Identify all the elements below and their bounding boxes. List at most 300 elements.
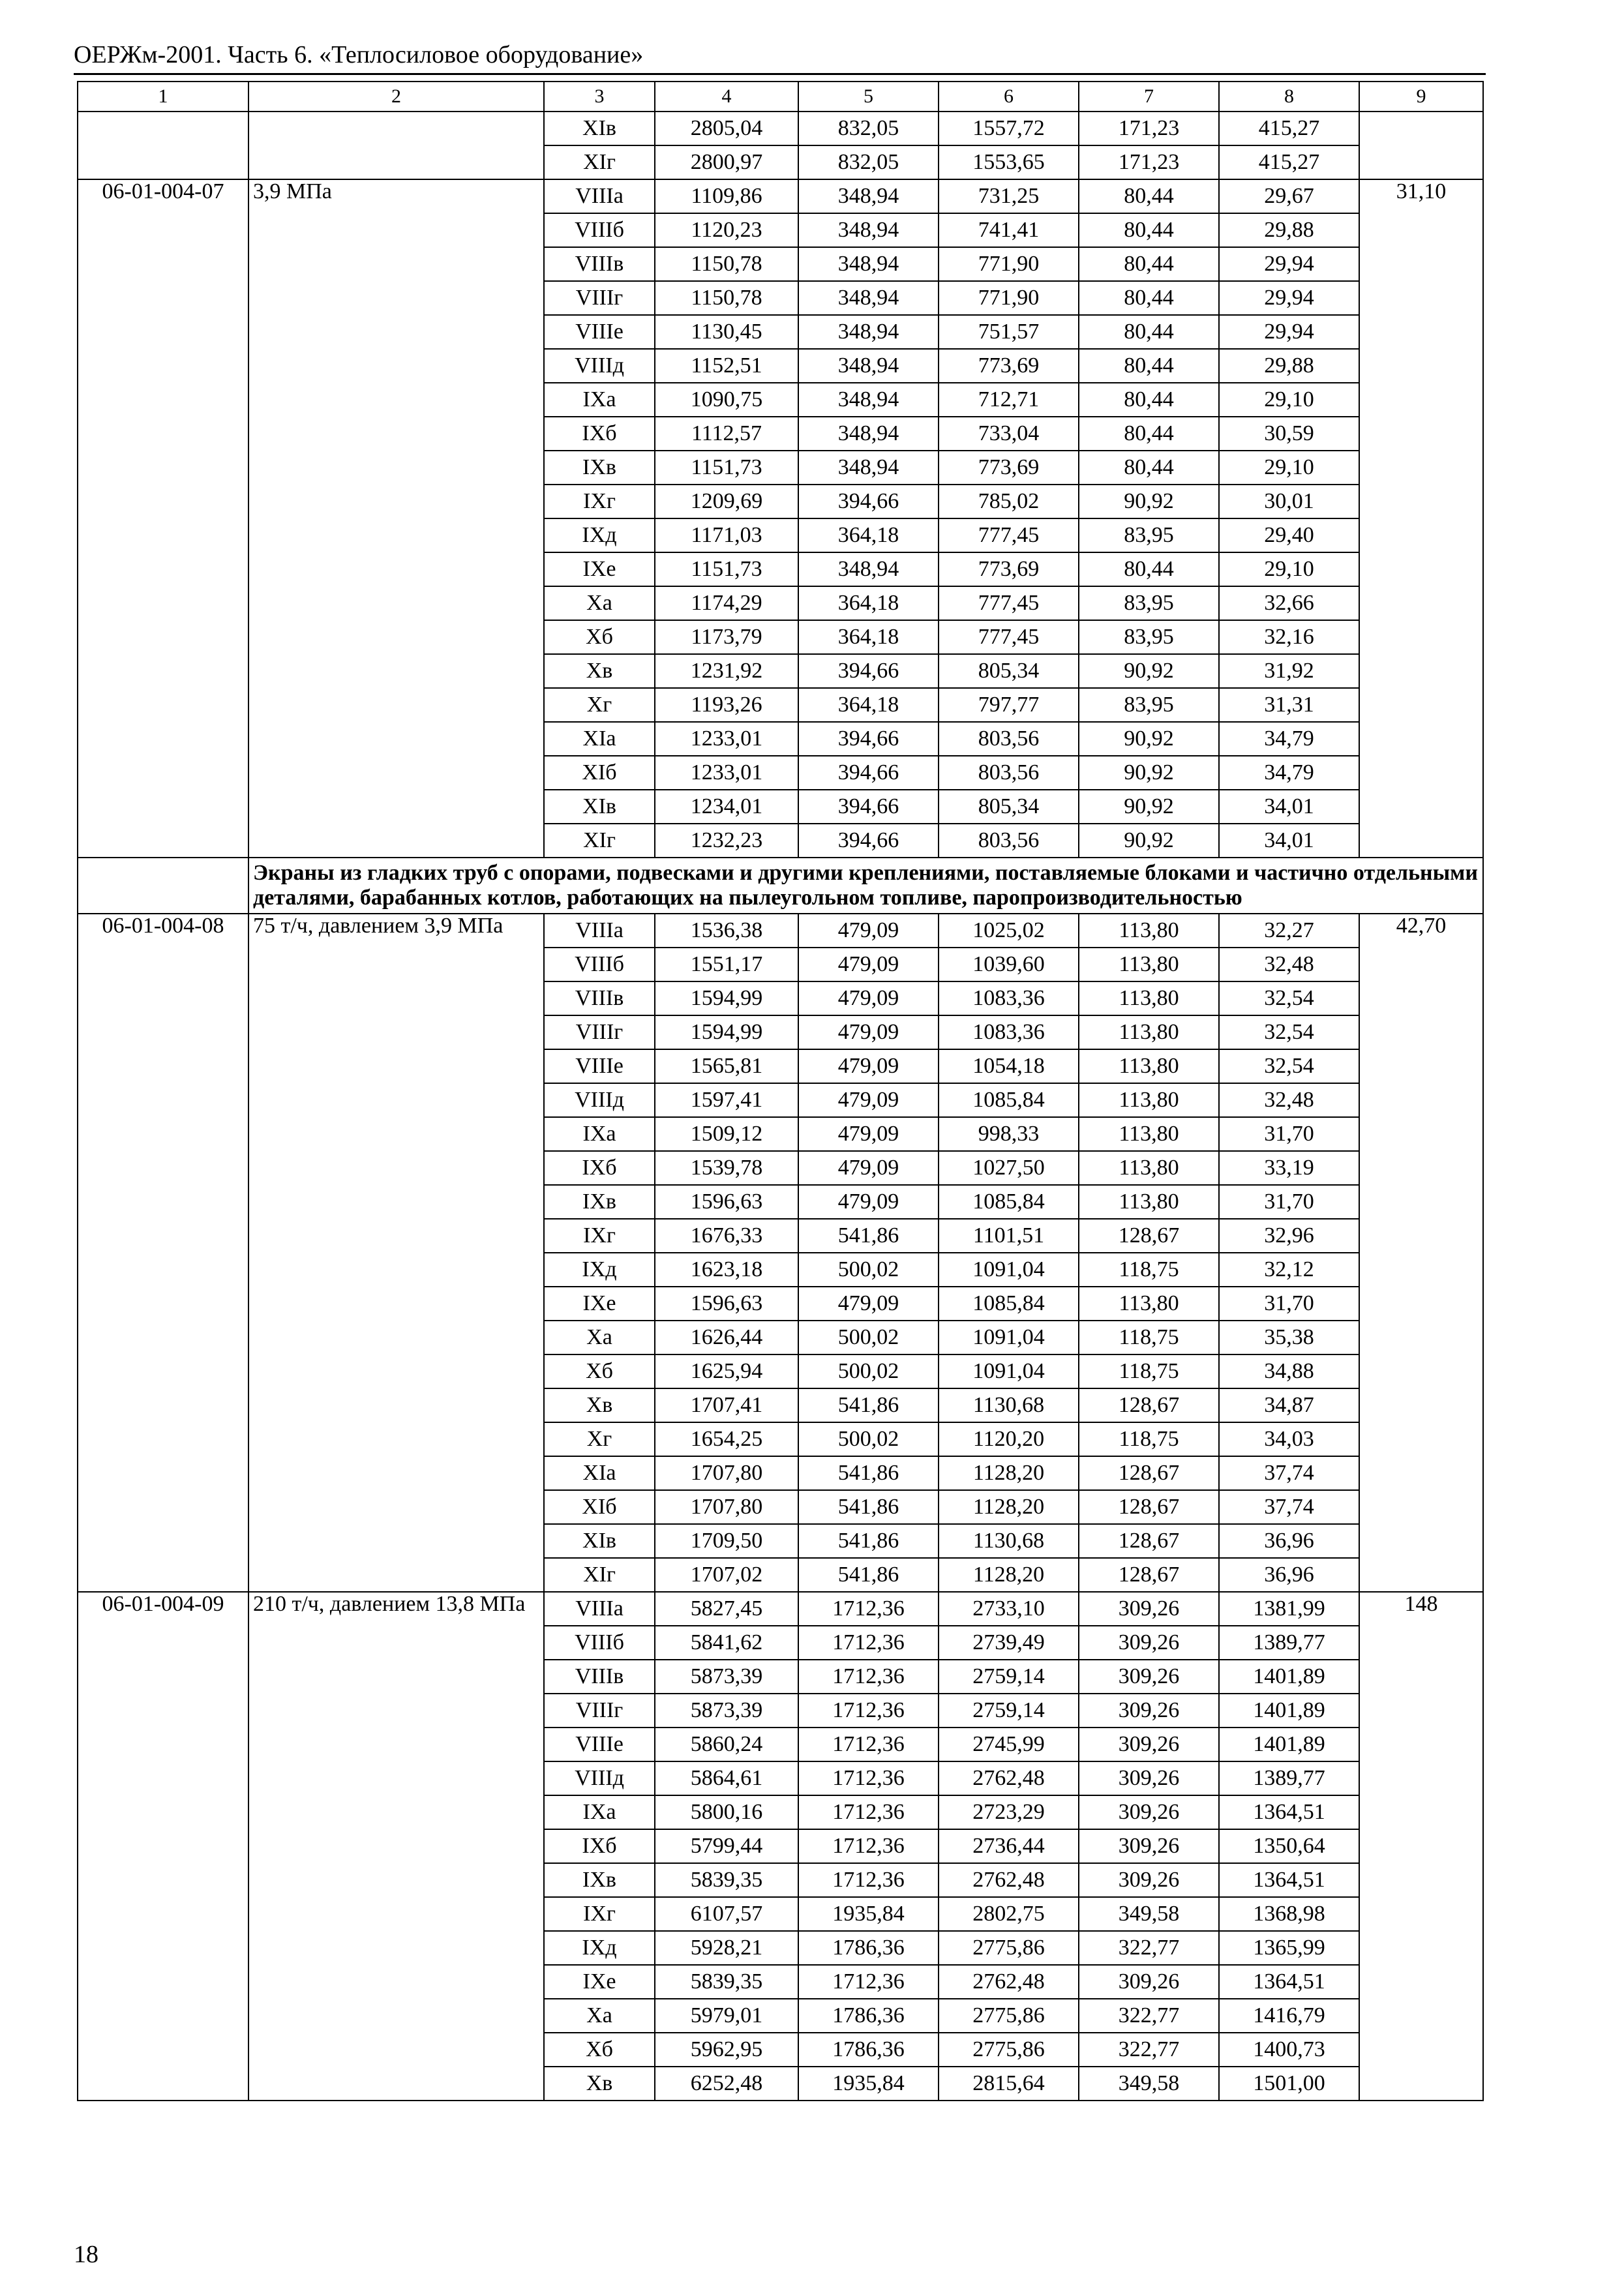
value-cell: 113,80	[1079, 1015, 1219, 1049]
value-cell: 34,01	[1219, 790, 1359, 824]
value-cell: 415,27	[1219, 112, 1359, 145]
zone-cell: VIIIв	[544, 981, 655, 1015]
zone-cell: VIIIд	[544, 1083, 655, 1117]
value-cell: 29,94	[1219, 315, 1359, 349]
value-cell: 32,48	[1219, 1083, 1359, 1117]
value-cell: 348,94	[798, 349, 939, 383]
value-cell: 80,44	[1079, 383, 1219, 417]
value-cell: 1151,73	[655, 451, 798, 485]
value-cell: 2815,64	[939, 2067, 1079, 2101]
value-cell: 832,05	[798, 112, 939, 145]
value-cell: 1707,80	[655, 1490, 798, 1524]
value-cell: 5839,35	[655, 1863, 798, 1897]
zone-cell: VIIIд	[544, 349, 655, 383]
value-cell: 90,92	[1079, 485, 1219, 518]
value-cell: 394,66	[798, 790, 939, 824]
zone-cell: VIIIб	[544, 948, 655, 981]
value-cell: 1623,18	[655, 1253, 798, 1287]
value-cell: 1151,73	[655, 552, 798, 586]
zone-cell: IXб	[544, 1829, 655, 1863]
value-cell: 773,69	[939, 552, 1079, 586]
value-cell: 712,71	[939, 383, 1079, 417]
value-cell: 1935,84	[798, 2067, 939, 2101]
value-cell: 5864,61	[655, 1761, 798, 1795]
zone-cell: XIг	[544, 824, 655, 858]
value-cell: 118,75	[1079, 1321, 1219, 1354]
value-cell: 731,25	[939, 179, 1079, 213]
value-cell: 1091,04	[939, 1253, 1079, 1287]
value-cell: 5799,44	[655, 1829, 798, 1863]
value-cell: 541,86	[798, 1456, 939, 1490]
value-cell: 1594,99	[655, 981, 798, 1015]
value-cell: 5841,62	[655, 1626, 798, 1660]
value-cell: 1712,36	[798, 1592, 939, 1626]
value-cell: 1150,78	[655, 247, 798, 281]
value-cell: 2736,44	[939, 1829, 1079, 1863]
zone-cell: XIб	[544, 756, 655, 790]
value-cell: 83,95	[1079, 688, 1219, 722]
value-cell: 348,94	[798, 552, 939, 586]
value-cell: 31,31	[1219, 688, 1359, 722]
zone-cell: XIг	[544, 1558, 655, 1592]
value-cell: 777,45	[939, 620, 1079, 654]
value-cell: 2800,97	[655, 145, 798, 179]
value-cell: 90,92	[1079, 790, 1219, 824]
value-cell: 1025,02	[939, 914, 1079, 948]
value-cell: 1112,57	[655, 417, 798, 451]
norm-description: 3,9 МПа	[248, 179, 544, 858]
value-cell: 803,56	[939, 756, 1079, 790]
zone-cell: VIIIе	[544, 315, 655, 349]
value-cell: 771,90	[939, 247, 1079, 281]
value-cell: 1707,02	[655, 1558, 798, 1592]
value-cell: 394,66	[798, 722, 939, 756]
zone-cell: VIIIе	[544, 1728, 655, 1761]
value-cell: 29,67	[1219, 179, 1359, 213]
value-cell: 309,26	[1079, 1829, 1219, 1863]
value-cell: 1085,84	[939, 1185, 1079, 1219]
value-cell: 479,09	[798, 1083, 939, 1117]
norm-description: 75 т/ч, давлением 3,9 МПа	[248, 914, 544, 1592]
norm-code: 06-01-004-07	[78, 179, 248, 858]
value-cell: 2762,48	[939, 1863, 1079, 1897]
value-cell: 1233,01	[655, 756, 798, 790]
value-cell: 1553,65	[939, 145, 1079, 179]
value-cell: 5827,45	[655, 1592, 798, 1626]
value-cell: 31,92	[1219, 654, 1359, 688]
norm-code	[78, 112, 248, 179]
value-cell: 34,87	[1219, 1388, 1359, 1422]
value-cell: 741,41	[939, 213, 1079, 247]
value-cell: 90,92	[1079, 654, 1219, 688]
value-cell: 1171,03	[655, 518, 798, 552]
column-number: 6	[939, 82, 1079, 112]
value-cell: 80,44	[1079, 417, 1219, 451]
column-number: 1	[78, 82, 248, 112]
value-cell: 733,04	[939, 417, 1079, 451]
zone-cell: VIIIе	[544, 1049, 655, 1083]
value-cell: 1712,36	[798, 1965, 939, 1999]
value-cell: 309,26	[1079, 1863, 1219, 1897]
value-cell: 5873,39	[655, 1660, 798, 1694]
zone-cell: VIIIв	[544, 247, 655, 281]
labor-cost: 148	[1359, 1592, 1483, 2101]
value-cell: 415,27	[1219, 145, 1359, 179]
value-cell: 1400,73	[1219, 2033, 1359, 2067]
value-cell: 35,38	[1219, 1321, 1359, 1354]
column-number: 8	[1219, 82, 1359, 112]
value-cell: 479,09	[798, 1117, 939, 1151]
value-cell: 1091,04	[939, 1354, 1079, 1388]
value-cell: 113,80	[1079, 948, 1219, 981]
value-cell: 2805,04	[655, 112, 798, 145]
value-cell: 83,95	[1079, 620, 1219, 654]
value-cell: 541,86	[798, 1524, 939, 1558]
zone-cell: VIIIб	[544, 1626, 655, 1660]
value-cell: 1350,64	[1219, 1829, 1359, 1863]
table-row	[78, 914, 1483, 948]
value-cell: 32,12	[1219, 1253, 1359, 1287]
value-cell: 348,94	[798, 451, 939, 485]
column-number: 5	[798, 82, 939, 112]
value-cell: 1364,51	[1219, 1795, 1359, 1829]
value-cell: 1416,79	[1219, 1999, 1359, 2033]
value-cell: 771,90	[939, 281, 1079, 315]
value-cell: 348,94	[798, 315, 939, 349]
zone-cell: IXе	[544, 1965, 655, 1999]
value-cell: 1130,45	[655, 315, 798, 349]
value-cell: 171,23	[1079, 145, 1219, 179]
labor-cost: 31,10	[1359, 179, 1483, 858]
value-cell: 32,54	[1219, 1049, 1359, 1083]
value-cell: 1173,79	[655, 620, 798, 654]
value-cell: 31,70	[1219, 1117, 1359, 1151]
value-cell: 479,09	[798, 981, 939, 1015]
value-cell: 1401,89	[1219, 1660, 1359, 1694]
value-cell: 128,67	[1079, 1456, 1219, 1490]
value-cell: 364,18	[798, 688, 939, 722]
value-cell: 1536,38	[655, 914, 798, 948]
value-cell: 1596,63	[655, 1185, 798, 1219]
value-cell: 118,75	[1079, 1422, 1219, 1456]
value-cell: 1130,68	[939, 1388, 1079, 1422]
value-cell: 500,02	[798, 1253, 939, 1287]
value-cell: 803,56	[939, 722, 1079, 756]
value-cell: 34,01	[1219, 824, 1359, 858]
zone-cell: VIIIа	[544, 179, 655, 213]
zone-cell: XIв	[544, 112, 655, 145]
value-cell: 29,88	[1219, 213, 1359, 247]
value-cell: 1786,36	[798, 1999, 939, 2033]
value-cell: 479,09	[798, 1185, 939, 1219]
value-cell: 80,44	[1079, 247, 1219, 281]
value-cell: 36,96	[1219, 1524, 1359, 1558]
value-cell: 1368,98	[1219, 1897, 1359, 1931]
value-cell: 348,94	[798, 247, 939, 281]
zone-cell: Xб	[544, 2033, 655, 2067]
value-cell: 29,40	[1219, 518, 1359, 552]
value-cell: 1365,99	[1219, 1931, 1359, 1965]
value-cell: 128,67	[1079, 1558, 1219, 1592]
value-cell: 1935,84	[798, 1897, 939, 1931]
zone-cell: VIIIд	[544, 1761, 655, 1795]
value-cell: 1027,50	[939, 1151, 1079, 1185]
page-number: 18	[74, 2241, 98, 2268]
value-cell: 541,86	[798, 1490, 939, 1524]
zone-cell: IXд	[544, 518, 655, 552]
value-cell: 113,80	[1079, 1049, 1219, 1083]
value-cell: 805,34	[939, 654, 1079, 688]
zone-cell: VIIIб	[544, 213, 655, 247]
value-cell: 1085,84	[939, 1287, 1079, 1321]
value-cell: 1364,51	[1219, 1965, 1359, 1999]
value-cell: 322,77	[1079, 1931, 1219, 1965]
value-cell: 348,94	[798, 179, 939, 213]
value-cell: 6252,48	[655, 2067, 798, 2101]
value-cell: 1381,99	[1219, 1592, 1359, 1626]
zone-cell: IXб	[544, 1151, 655, 1185]
value-cell: 1712,36	[798, 1863, 939, 1897]
zone-cell: Xв	[544, 2067, 655, 2101]
column-number: 4	[655, 82, 798, 112]
value-cell: 479,09	[798, 1049, 939, 1083]
value-cell: 36,96	[1219, 1558, 1359, 1592]
zone-cell: IXд	[544, 1931, 655, 1965]
value-cell: 37,74	[1219, 1456, 1359, 1490]
value-cell: 1509,12	[655, 1117, 798, 1151]
price-table-body	[78, 82, 1483, 2101]
zone-cell: IXе	[544, 1287, 655, 1321]
value-cell: 1231,92	[655, 654, 798, 688]
value-cell: 80,44	[1079, 552, 1219, 586]
value-cell: 29,94	[1219, 281, 1359, 315]
value-cell: 1054,18	[939, 1049, 1079, 1083]
value-cell: 1594,99	[655, 1015, 798, 1049]
value-cell: 785,02	[939, 485, 1079, 518]
value-cell: 773,69	[939, 451, 1079, 485]
value-cell: 364,18	[798, 620, 939, 654]
value-cell: 348,94	[798, 213, 939, 247]
zone-cell: Xг	[544, 1422, 655, 1456]
value-cell: 2775,86	[939, 1931, 1079, 1965]
zone-cell: VIIIг	[544, 1015, 655, 1049]
value-cell: 349,58	[1079, 1897, 1219, 1931]
zone-cell: XIб	[544, 1490, 655, 1524]
zone-cell: VIIIа	[544, 1592, 655, 1626]
value-cell: 113,80	[1079, 1151, 1219, 1185]
column-number: 3	[544, 82, 655, 112]
value-cell: 29,88	[1219, 349, 1359, 383]
value-cell: 32,96	[1219, 1219, 1359, 1253]
zone-cell: IXг	[544, 1897, 655, 1931]
value-cell: 541,86	[798, 1388, 939, 1422]
value-cell: 171,23	[1079, 112, 1219, 145]
zone-cell: VIIIг	[544, 281, 655, 315]
value-cell: 30,01	[1219, 485, 1359, 518]
value-cell: 5860,24	[655, 1728, 798, 1761]
value-cell: 5800,16	[655, 1795, 798, 1829]
value-cell: 5962,95	[655, 2033, 798, 2067]
value-cell: 113,80	[1079, 1117, 1219, 1151]
zone-cell: IXб	[544, 417, 655, 451]
value-cell: 1120,20	[939, 1422, 1079, 1456]
value-cell: 31,70	[1219, 1287, 1359, 1321]
value-cell: 80,44	[1079, 179, 1219, 213]
value-cell: 394,66	[798, 654, 939, 688]
value-cell: 541,86	[798, 1219, 939, 1253]
value-cell: 29,10	[1219, 451, 1359, 485]
zone-cell: IXв	[544, 451, 655, 485]
value-cell: 1128,20	[939, 1490, 1079, 1524]
zone-cell: Xа	[544, 1999, 655, 2033]
value-cell: 309,26	[1079, 1795, 1219, 1829]
value-cell: 1193,26	[655, 688, 798, 722]
value-cell: 2762,48	[939, 1965, 1079, 1999]
value-cell: 309,26	[1079, 1592, 1219, 1626]
value-cell: 29,10	[1219, 552, 1359, 586]
value-cell: 80,44	[1079, 451, 1219, 485]
table-row	[78, 112, 1483, 145]
value-cell: 34,79	[1219, 722, 1359, 756]
value-cell: 90,92	[1079, 824, 1219, 858]
norm-code: 06-01-004-09	[78, 1592, 248, 2101]
value-cell: 80,44	[1079, 213, 1219, 247]
norm-code: 06-01-004-08	[78, 914, 248, 1592]
value-cell: 309,26	[1079, 1660, 1219, 1694]
value-cell: 30,59	[1219, 417, 1359, 451]
value-cell: 394,66	[798, 485, 939, 518]
value-cell: 364,18	[798, 586, 939, 620]
value-cell: 1707,41	[655, 1388, 798, 1422]
value-cell: 1120,23	[655, 213, 798, 247]
value-cell: 1101,51	[939, 1219, 1079, 1253]
value-cell: 32,54	[1219, 1015, 1359, 1049]
value-cell: 394,66	[798, 756, 939, 790]
value-cell: 1597,41	[655, 1083, 798, 1117]
value-cell: 348,94	[798, 383, 939, 417]
value-cell: 5979,01	[655, 1999, 798, 2033]
value-cell: 1090,75	[655, 383, 798, 417]
zone-cell: XIа	[544, 1456, 655, 1490]
value-cell: 1130,68	[939, 1524, 1079, 1558]
value-cell: 1712,36	[798, 1728, 939, 1761]
zone-cell: IXд	[544, 1253, 655, 1287]
value-cell: 2723,29	[939, 1795, 1079, 1829]
zone-cell: XIг	[544, 145, 655, 179]
value-cell: 500,02	[798, 1422, 939, 1456]
value-cell: 2775,86	[939, 1999, 1079, 2033]
value-cell: 348,94	[798, 281, 939, 315]
column-number: 7	[1079, 82, 1219, 112]
value-cell: 1085,84	[939, 1083, 1079, 1117]
value-cell: 80,44	[1079, 349, 1219, 383]
value-cell: 6107,57	[655, 1897, 798, 1931]
value-cell: 113,80	[1079, 914, 1219, 948]
value-cell: 349,58	[1079, 2067, 1219, 2101]
value-cell: 80,44	[1079, 281, 1219, 315]
value-cell: 128,67	[1079, 1388, 1219, 1422]
zone-cell: Xв	[544, 1388, 655, 1422]
zone-cell: XIв	[544, 790, 655, 824]
value-cell: 118,75	[1079, 1354, 1219, 1388]
value-cell: 1565,81	[655, 1049, 798, 1083]
value-cell: 1364,51	[1219, 1863, 1359, 1897]
zone-cell: IXе	[544, 552, 655, 586]
value-cell: 32,27	[1219, 914, 1359, 948]
value-cell: 309,26	[1079, 1626, 1219, 1660]
table-row	[78, 1592, 1483, 1626]
value-cell: 1039,60	[939, 948, 1079, 981]
value-cell: 34,03	[1219, 1422, 1359, 1456]
zone-cell: XIв	[544, 1524, 655, 1558]
value-cell: 2739,49	[939, 1626, 1079, 1660]
zone-cell: Xа	[544, 586, 655, 620]
value-cell: 29,94	[1219, 247, 1359, 281]
value-cell: 479,09	[798, 1287, 939, 1321]
value-cell: 1712,36	[798, 1829, 939, 1863]
value-cell: 751,57	[939, 315, 1079, 349]
value-cell: 1712,36	[798, 1795, 939, 1829]
value-cell: 32,16	[1219, 620, 1359, 654]
value-cell: 1091,04	[939, 1321, 1079, 1354]
zone-cell: IXа	[544, 1117, 655, 1151]
value-cell: 1401,89	[1219, 1694, 1359, 1728]
value-cell: 1209,69	[655, 485, 798, 518]
value-cell: 1596,63	[655, 1287, 798, 1321]
value-cell: 1150,78	[655, 281, 798, 315]
value-cell: 113,80	[1079, 981, 1219, 1015]
value-cell: 83,95	[1079, 586, 1219, 620]
value-cell: 1234,01	[655, 790, 798, 824]
value-cell: 1501,00	[1219, 2067, 1359, 2101]
page-header: ОЕРЖм-2001. Часть 6. «Теплосиловое оборудование»	[74, 41, 644, 68]
value-cell: 29,10	[1219, 383, 1359, 417]
value-cell: 32,48	[1219, 948, 1359, 981]
value-cell: 1786,36	[798, 2033, 939, 2067]
value-cell: 322,77	[1079, 2033, 1219, 2067]
value-cell: 2775,86	[939, 2033, 1079, 2067]
value-cell: 348,94	[798, 417, 939, 451]
zone-cell: VIIIг	[544, 1694, 655, 1728]
value-cell: 118,75	[1079, 1253, 1219, 1287]
value-cell: 34,79	[1219, 756, 1359, 790]
value-cell: 1712,36	[798, 1626, 939, 1660]
value-cell: 773,69	[939, 349, 1079, 383]
value-cell: 1389,77	[1219, 1626, 1359, 1660]
value-cell: 90,92	[1079, 722, 1219, 756]
value-cell: 309,26	[1079, 1761, 1219, 1795]
value-cell: 309,26	[1079, 1728, 1219, 1761]
value-cell: 31,70	[1219, 1185, 1359, 1219]
value-cell: 2745,99	[939, 1728, 1079, 1761]
value-cell: 1786,36	[798, 1931, 939, 1965]
value-cell: 364,18	[798, 518, 939, 552]
table-row	[78, 179, 1483, 213]
value-cell: 1551,17	[655, 948, 798, 981]
value-cell: 479,09	[798, 1151, 939, 1185]
value-cell: 1083,36	[939, 1015, 1079, 1049]
value-cell: 83,95	[1079, 518, 1219, 552]
zone-cell: VIIIа	[544, 914, 655, 948]
value-cell: 128,67	[1079, 1490, 1219, 1524]
zone-cell: Xа	[544, 1321, 655, 1354]
section-row	[78, 858, 1483, 914]
value-cell: 1709,50	[655, 1524, 798, 1558]
column-number: 9	[1359, 82, 1483, 112]
value-cell: 1128,20	[939, 1558, 1079, 1592]
value-cell: 777,45	[939, 518, 1079, 552]
value-cell: 479,09	[798, 1015, 939, 1049]
